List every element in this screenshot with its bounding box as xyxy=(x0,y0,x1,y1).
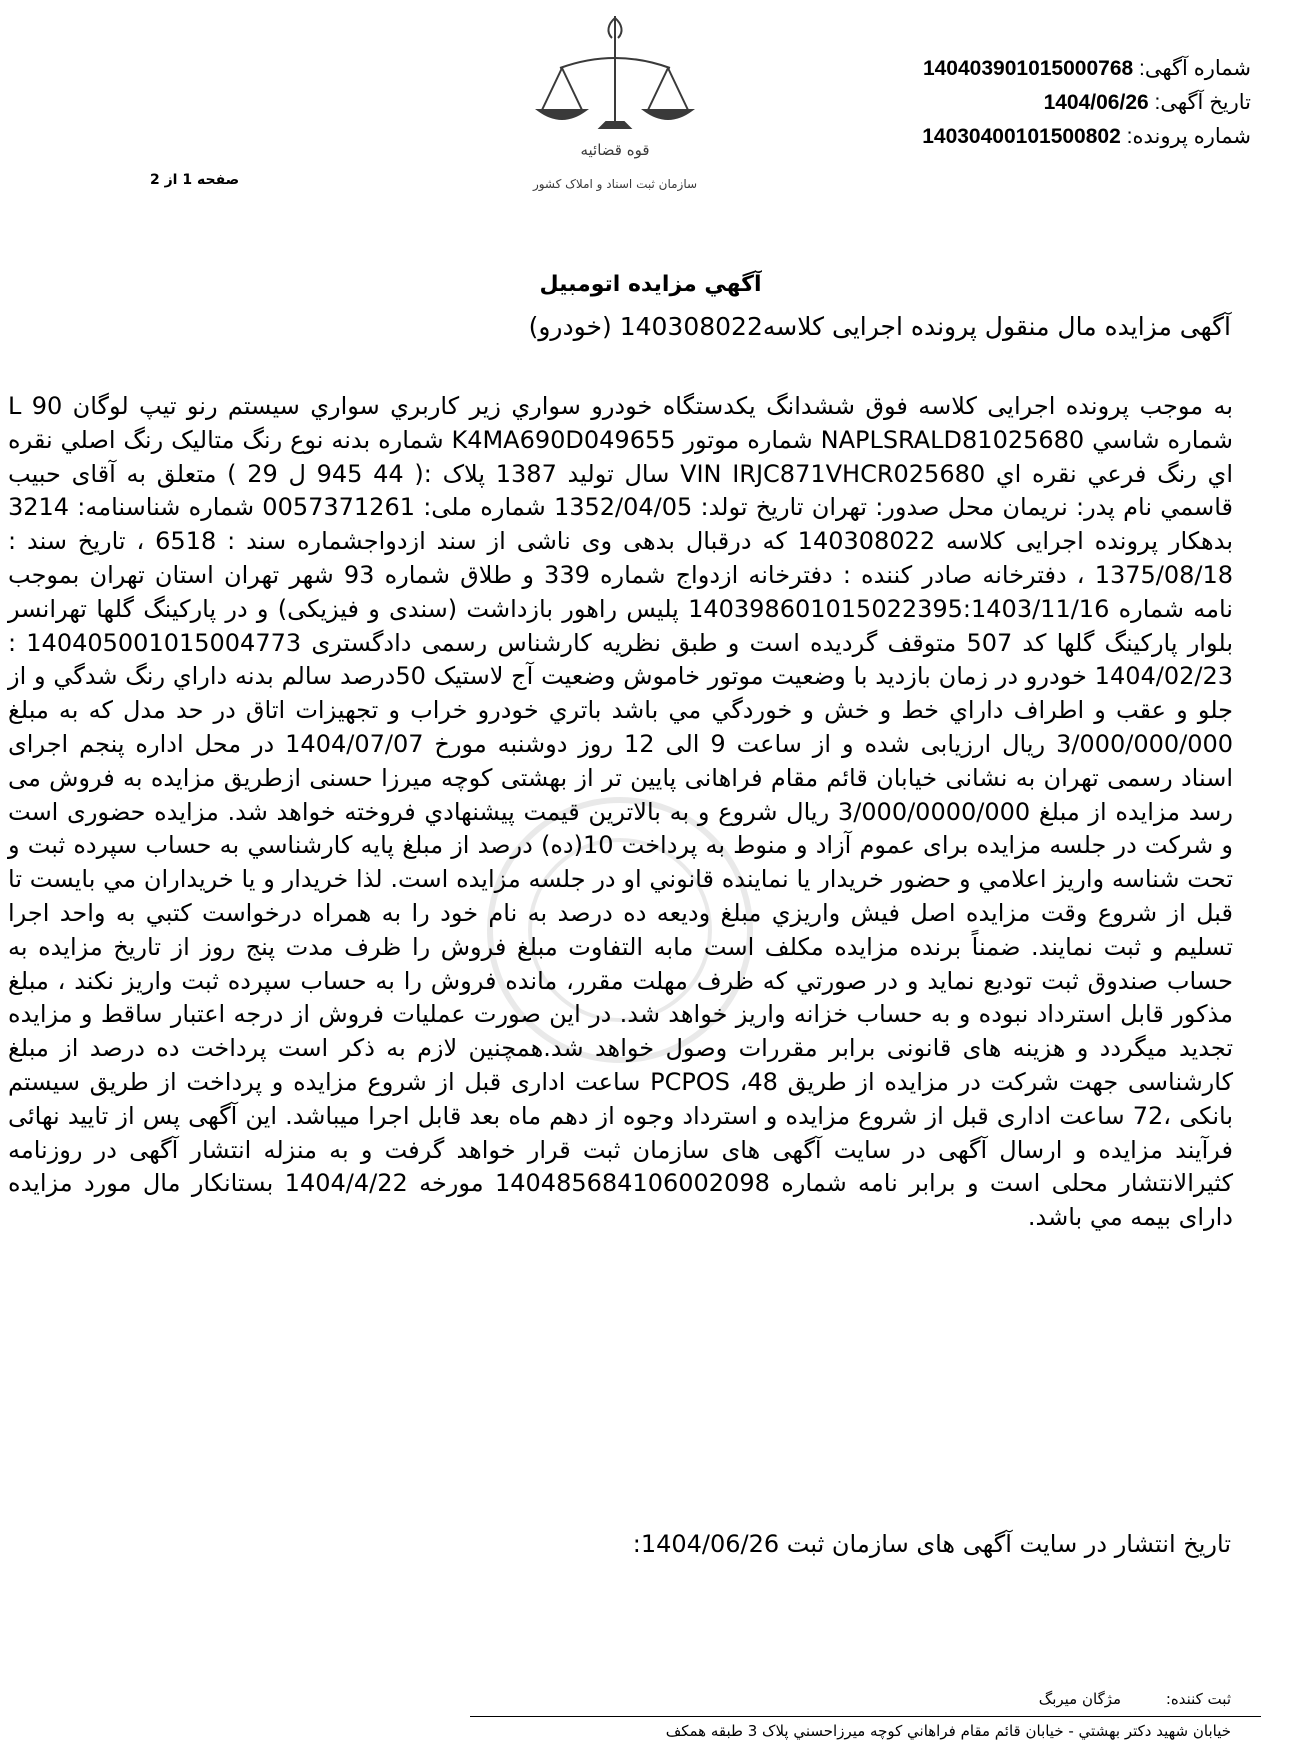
case-number: 14030400101500802 xyxy=(922,125,1121,148)
notice-number-row xyxy=(731,52,1251,86)
notice-body: به موجب پرونده اجرايی کلاسه فوق ششدانگ يکدستگاه خودرو سواري زير کاربري سواري سيستم رنو تيپ لوگان L 90 شماره شاسي NAPLSRALD81025680 شماره موتور K4MA690D049655 شماره بدنه نوع رنگ متاليک رنگ اصلي نقره اي رنگ فرعي نقره اي VIN IRJC871VHCR025680 سال توليد 1387 پلاک :( 44 945 ل 29 ) متعلق به آقای حبيب قاسمي نام پدر: نريمان محل صدور: تهران تاریخ تولد: 1352/04/05 شماره ملی: 0057371261 شماره شناسنامه: 3214 بدهکار پرونده اجرایی کلاسه 140308022 که درقبال بدهی وی ناشی از سند ازدواجشماره سند : 6518 ، تاریخ سند : 1375/08/18 ، دفترخانه صادر کننده : دفترخانه ازدواج شماره 339 و طلاق شماره 93 شهر تهران استان تهران بموجب نامه شماره 14039860101502239​5:1403/11/16 پلیس راهور بازداشت (سندی و فیزیکی) و در پارکینگ گلها تهرانسر بلوار پارکینگ گلها کد 507 متوقف گردیده است و طبق نظریه کارشناس رسمی دادگستری 140405001015004773 : 1404/02/23 خودرو در زمان بازدید با وضعيت موتور خاموش وضعيت آج لاستيک 50درصد سالم بدنه داراي رنگ شدگي و از جلو و عقب و اطراف داراي خط و خش و خوردگي مي باشد باتري خودرو خراب و تجهيزات اتاق در حد مدل که به مبلغ 3/000/000/000 ريال ارزيابی شده و از ساعت 9 الی 12 روز دوشنبه مورخ 1404/07/07 در محل اداره پنجم اجرای اسناد رسمی تهران به نشانی خیابان قائم مقام فراهانی پایین تر از بهشتی کوچه میرزا حسنی ازطريق مزايده به فروش می رسد مزايده از مبلغ 3/000/0000/000 ريال شروع و به بالاترين قيمت پيشنهادي فروخته خواهد شد. مزايده حضوری است و شرکت در جلسه مزايده برای عموم آزاد و منوط به پرداخت 10(ده) درصد از مبلغ پايه کارشناسي به حساب سپرده ثبت و تحت شناسه واريز اعلامي و حضور خريدار يا نماينده قانوني او در جلسه مزايده است. لذا خريدار و يا خريداران مي بايست تا قبل از شروع وقت مزايده اصل فيش واريزي مبلغ وديعه ده درصد به نام خود را به همراه درخواست کتبي به واحد اجرا تسليم و ثبت نمايند. ضمناً برنده مزايده مکلف است مابه التفاوت مبلغ فروش را ظرف مدت پنج روز از تاريخ مزايده به حساب صندوق ثبت توديع نمايد و در صورتي که ظرف مهلت مقرر، مانده فروش را به حساب سپرده ثبت واريز نکند ، مبلغ مذکور قابل استرداد نبوده و به حساب خزانه واريز خواهد شد. در اين صورت عمليات فروش از درجه اعتبار ساقط و مزايده تجديد ميگردد و هزينه های قانونی برابر مقررات وصول خواهد شد.همچنين لازم به ذکر است پرداخت ده درصد از مبلغ کارشناسی جهت شرکت در مزایده از طریق 48، PCPOS ساعت اداری قبل از شروع مزایده و پرداخت از طریق سیستم بانکی ،72 ساعت اداری قبل از شروع مزایده و استرداد وجوه از دهم ماه بعد قابل اجرا میباشد. این آگهی پس از تایید نهائی فرآیند مزایده و ارسال آگهی در سایت آگهی های سازمان ثبت قرار خواهد گرفت و به منزله انتشار آگهی در روزنامه کثیرالانتشار محلی است و برابر نامه شماره 14048568410600209​8 مورخه 1404/4/22 بستانکار مال مورد مزایده دارای بیمه مي باشد. xyxy=(8,392,1234,1232)
case-number-label: شماره پرونده: xyxy=(1126,125,1251,148)
emblem-line2: سازمان ثبت اسناد و املاک کشور xyxy=(532,177,698,191)
page-subtitle: آگهی مزایده مال منقول پرونده اجرایی کلاسه140308022 (خودرو) xyxy=(528,312,1231,341)
notice-meta xyxy=(731,52,1251,154)
judiciary-emblem xyxy=(520,10,710,220)
registrar xyxy=(1039,1690,1231,1708)
footer-divider xyxy=(470,1716,1261,1717)
notice-date-label: تاریخ آگهی: xyxy=(1154,91,1251,114)
page-number: صفحه 1 از 2 xyxy=(150,172,240,188)
notice-date-row xyxy=(731,86,1251,120)
case-number-row xyxy=(731,120,1251,154)
scales-of-justice-icon xyxy=(520,10,710,220)
page-title: آگهي مزايده اتومبيل xyxy=(539,272,762,297)
emblem-line1: قوه قضائیه xyxy=(580,141,650,159)
registrar-name: مژگان میربگ xyxy=(1038,1690,1122,1708)
registrar-label: ثبت کننده: xyxy=(1165,1690,1231,1708)
notice-number-label: شماره آگهی: xyxy=(1139,57,1251,80)
publication-date: تاریخ انتشار در سایت آگهی های سازمان ثبت 1404/06/26: xyxy=(632,1530,1231,1558)
office-address: خيابان شهيد دکتر بهشتي - خيابان قائم مقام فراهاني کوچه ميرزاحسني پلاک 3 طبقه همکف xyxy=(665,1722,1231,1740)
notice-number: 140403901015000768 xyxy=(922,57,1134,80)
notice-date: 1404/06/26 xyxy=(1043,91,1149,114)
